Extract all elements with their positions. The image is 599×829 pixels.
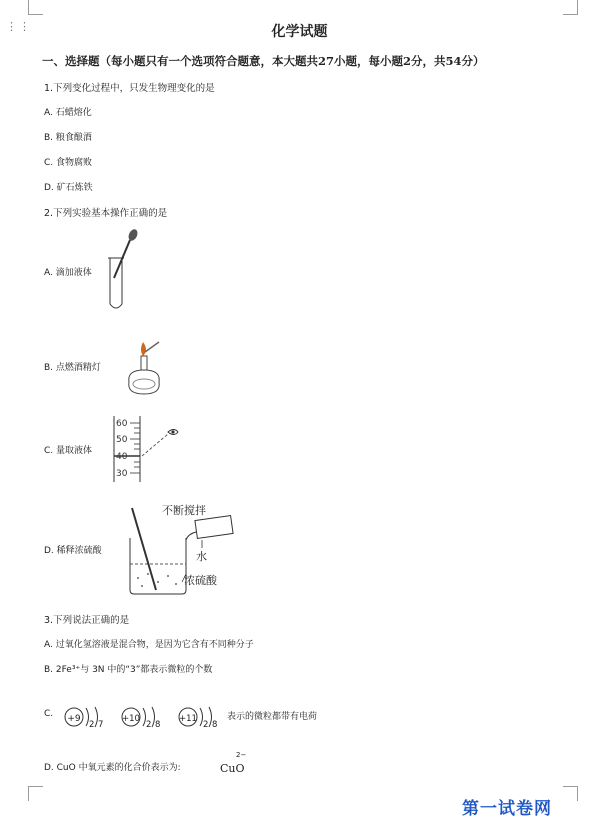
q1-option-b[interactable]: B. 粮食酿酒 [44,133,92,143]
q1-option-a[interactable]: A. 石蜡熔化 [44,108,92,118]
crop-mark-top-right [563,0,578,15]
tick-60: 60 [116,419,128,429]
q3-option-c-text[interactable]: 表示的微粒都带有电荷 [227,712,318,722]
page-title: 化学试题 [271,24,328,40]
nucleus-charge: +10 [122,714,140,724]
site-logo[interactable]: 第一试卷网 [462,799,552,819]
atom-structure-diagram [119,704,167,730]
tick-50: 50 [116,435,128,445]
shell-1-electrons: 2 [203,720,209,730]
atom-structure-diagram [176,704,224,730]
cuo-formula: CuO [220,762,245,775]
q2-option-c[interactable]: C. 量取液体 [44,446,93,456]
q2-option-d[interactable]: D. 稀释浓硫酸 [44,546,102,556]
graduated-cylinder-figure [112,412,192,486]
q2-option-b[interactable]: B. 点燃酒精灯 [44,363,101,373]
drag-handle-icon[interactable]: ⋮⋮ [6,20,32,33]
shell-2-electrons: 8 [212,720,218,730]
shell-2-electrons: 7 [98,720,104,730]
oxygen-valence-mark: 2− [236,751,247,759]
acid-label: 浓硫酸 [184,574,217,587]
section-heading: 一、选择题（每小题只有一个选项符合题意，本大题共27小题，每小题2分，共54分） [42,54,485,68]
q2-stem: 2.下列实验基本操作正确的是 [44,208,168,219]
alcohol-lamp-figure [115,334,175,400]
q1-option-d[interactable]: D. 矿石炼铁 [44,183,93,193]
stir-label: 不断搅拌 [162,504,206,517]
nucleus-charge: +9 [67,714,81,724]
q2-option-a[interactable]: A. 滴加液体 [44,268,92,278]
q3-option-d[interactable]: D. CuO 中氧元素的化合价表示为: [44,763,181,773]
crop-mark-bottom-right [563,786,578,801]
q3-stem: 3.下列说法正确的是 [44,615,130,626]
atom-structure-diagram [62,704,110,730]
shell-2-electrons: 8 [155,720,161,730]
q3-option-a[interactable]: A. 过氧化氢溶液是混合物，是因为它含有不同种分子 [44,640,254,650]
water-label: 水 [196,550,207,563]
q1-option-c[interactable]: C. 食物腐败 [44,158,93,168]
tick-30: 30 [116,469,128,479]
q1-stem: 1.下列变化过程中，只发生物理变化的是 [44,83,215,94]
q3-option-b[interactable]: B. 2Fe³⁺与 3N 中的“3”都表示微粒的个数 [44,665,213,675]
dropper-test-tube-figure [100,226,150,316]
shell-1-electrons: 2 [89,720,95,730]
q3-option-c-label[interactable]: C. [44,709,54,719]
nucleus-charge: +11 [179,714,197,724]
shell-1-electrons: 2 [146,720,152,730]
tick-40: 40 [116,452,128,462]
crop-mark-bottom-left [28,786,43,801]
crop-mark-top-left [28,0,43,15]
dilute-acid-figure [122,502,252,596]
